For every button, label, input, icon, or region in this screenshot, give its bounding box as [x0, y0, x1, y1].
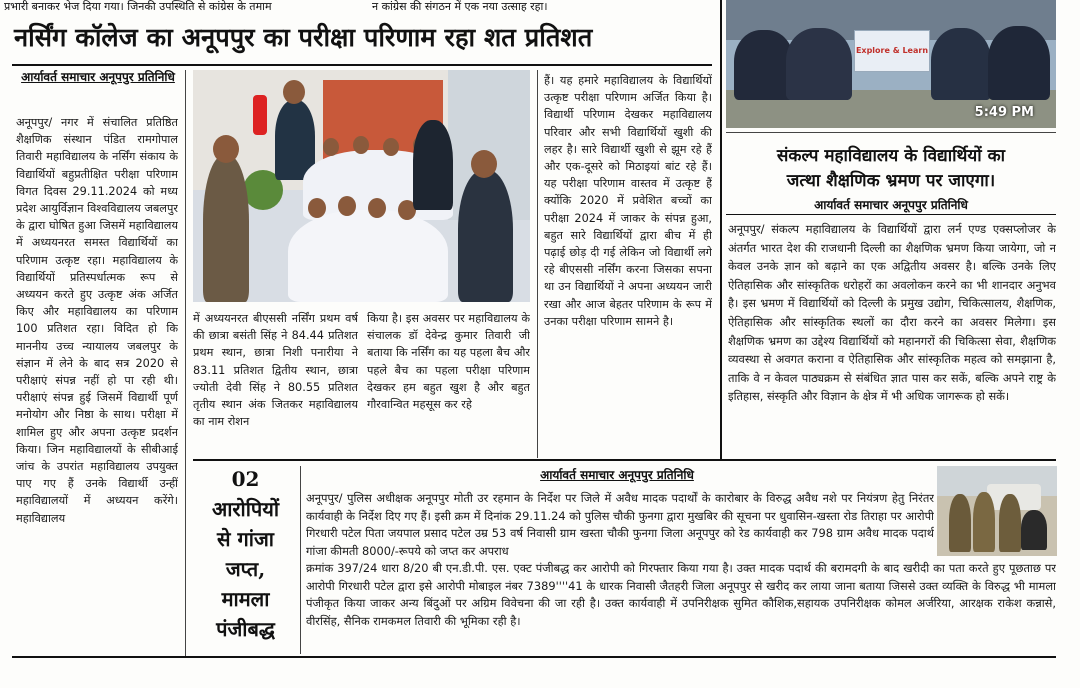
headline-rule — [12, 64, 712, 66]
photo-rule — [726, 132, 1056, 133]
bottom-headline-line: आरोपियों — [211, 497, 280, 521]
column-divider — [537, 70, 538, 458]
main-article-col3: किया है। इस अवसर पर महाविद्यालय के संचालक डॉ देवेन्द्र कुमार तिवारी जी बताया कि नर्सिंग का यह पहला बैच और पहले बैच का पहला परीक्षा परिणाम देखकर हम बहुत खुश है और बहुत गौरवान्वित महसूस कर रहे — [367, 312, 530, 412]
footer-rule — [12, 656, 1056, 658]
bottom-article-body-cont: क्रमांक 397/24 धारा 8/20 बी एन.डी.पी. एस. एक्ट पंजीबद्ध कर आरोपी को गिरफ्तार किया गया है। उक्त मादक पदार्थ की बरामदगी के बाद खरीदी का पता करते हुए पूछताछ पर आरोपी गिरधारी पटेल द्वारा इसे आरोपी मोबाइल नंबर 7389''''41 के धारक निवासी जैतहरी जिला अनूपपुर से खरीद कर लाया जाना बताया जिससे उक्त व्यक्ति के विरुद्ध भी मामला पंजीकृत किया जाकर अन्य बिंदुओं पर अग्रिम विवेचना की जा रही है। उक्त कार्यवाही में उपनिरीक्षक सुमित कौशिक,सहायक उपनिरीक्षक कोमल अर्जरिया, आरक्षक राकेश कन्नासे, वीरसिंह, सैनिक रामकमल तिवारी की भूमिका रही है। — [306, 561, 1056, 628]
bottom-headline-line: पंजीबद्ध — [216, 617, 275, 641]
bottom-headline-line: 02 — [231, 467, 260, 491]
bottom-section-rule — [193, 459, 1056, 461]
bottom-headline-line: जप्त, — [225, 557, 266, 581]
side-headline-line1: संकल्प महाविद्यालय के विद्यार्थियों का — [776, 146, 1006, 166]
bottom-byline: आर्यावर्त समाचार अनूपपुर प्रतिनिधि — [540, 468, 694, 482]
main-byline: आर्यावर्त समाचार अनूपपुर प्रतिनिधि — [21, 70, 175, 84]
column-divider — [185, 70, 186, 658]
main-article-col2: में अध्ययनरत बीएससी नर्सिंग प्रथम वर्ष की छात्रा बसंती सिंह ने 84.44 प्रतिशत प्रथम स्थान, छात्रा निशी पनारीया ने 83.11 प्रतिशत द्वितीय स्थान, छात्रा ज्योती देवी सिंह ने 80.55 प्रतिशत तृतीय स्थान अंक जितकर महाविद्यालय का नाम रोशन — [193, 312, 358, 429]
nursing-students-photo — [193, 70, 530, 302]
police-seizure-photo — [937, 466, 1057, 556]
bottom-headline-line: से गांजा — [217, 527, 274, 551]
side-byline: आर्यावर्त समाचार अनूपपुर प्रतिनिधि — [814, 198, 968, 212]
main-article-col4: हैं। यह हमारे महाविद्यालय के विद्यार्थियों उत्कृष्ट परीक्षा परिणाम अर्जित किया है। विद्यार्थी परिणाम देखकर महाविद्यालय परिवार और सभी विद्यार्थियों खुशी की लहर है। सारे विद्यार्थी खुशी से झूम रहे हैं और एक-दूसरे को मिठाइयां बांट रहे हैं। यह परीक्षा परिणाम वास्तव में उत्कृष्ट हैं क्योंकि 2020 में प्रवेशित बच्चों का परीक्षा 2024 में जाकर के संपन्न हुआ, बहुत सारे विद्यार्थियों द्वारा बीच में ही पढ़ाई छोड़ दी गई लेकिन जो विद्यार्थी लगे रहे बीएससी नर्सिंग करना जिसका सपना था उन विद्यार्थियों ने अपना अध्ययन जारी रखा और आज बेहतर परिणाम के रूप में उनका परीक्षा परिणाम सामने है। — [544, 74, 712, 328]
photo-timestamp: 5:49 PM — [974, 105, 1034, 120]
column-divider — [720, 0, 722, 460]
side-byline-rule — [726, 214, 1056, 215]
column-divider — [300, 466, 301, 654]
main-article-col1: अनूपपुर/ नगर में संचालित प्रतिष्ठित शैक्षणिक संस्थान पंडित रामगोपाल तिवारी महाविद्यालय के नर्सिंग संकाय के विद्यार्थियों बहुप्रतीक्षित परीक्षा परिणाम विगत दिवस 29.11.2024 को मध्य प्रदेश आयुर्विज्ञान विश्वविद्यालय जबलपुर के द्वारा घोषित हुआ जिसमें महाविद्यालय में अध्ययनरत समस्त विद्यार्थियों का परिणाम उत्कृष्ट रहा। महाविद्यालय के विद्यार्थियों प्रतिस्पर्धात्मक रूप से अध्ययन करते हुए उत्कृष्ट अंक अर्जित किए और महाविद्यालय का परिणाम 100 प्रतिशत रहा। विदित हो कि माननीय उच्च न्यायालय जबलपुर के संज्ञान में लेने के बाद सत्र 2020 से परीक्षाएं संपन्न नहीं हो पा रही थी। परीक्षाएं संपन्न हुई जिसमें विद्यार्थी पूर्ण मनोयोग और निष्ठा के साथ। परीक्षा में शामिल हुए और अपना उत्कृष्ट प्रदर्शन किया। जिन महाविद्यालयों के सीबीआई जांच के उपरांत महाविद्यालय उपयुक्त पाए गए हैं उनके विद्यार्थी उन्हीं महाविद्यालयों में अध्ययन करेंगे। महाविद्यालय — [16, 116, 178, 525]
sankalp-group-photo — [726, 0, 1056, 128]
top-strip-left: प्रभारी बनाकर भेज दिया गया। जिनकी उपस्थिति से कांग्रेस के तमाम — [4, 0, 272, 13]
side-headline-line2: जत्था शैक्षणिक भ्रमण पर जाएगा। — [786, 171, 996, 191]
bottom-headline — [193, 464, 298, 654]
main-headline: नर्सिंग कॉलेज का अनूपपुर का परीक्षा परिणाम रहा शत प्रतिशत — [14, 23, 593, 53]
top-strip-middle: न कांग्रेस की संगठन में एक नया उत्साह रहा। — [372, 0, 548, 13]
bottom-headline-line: मामला — [221, 587, 270, 611]
banner: Explore & Learn — [854, 30, 930, 72]
side-article-body: अनूपपुर/ संकल्प महाविद्यालय के विद्यार्थियों द्वारा लर्न एण्ड एक्सप्लोजर के अंतर्गत भारत देश की राजधानी दिल्ली का शैक्षणिक भ्रमण किया जायेगा, जो न केवल उनके ज्ञान को बढ़ाने का एक अद्वितीय अवसर है। बल्कि उनके लिए ऐतिहासिक और सांस्कृतिक धरोहरों का अवलोकन करने का भी शानदार अनुभव है। इस भ्रमण में विद्यार्थियों को दिल्ली के प्रमुख उद्योग, चिकित्सालय, शैक्षणिक, ऐतिहासिक और सांस्कृतिक स्थलों का दौरा करने का अवसर मिलेगा। इस शैक्षणिक भ्रमण का उद्देश्य विद्यार्थियों को महानगरों की चिकित्सा सेवा, शैक्षणिक व्यवस्था से अवगत कराना व ऐतिहासिक और सांस्कृतिक महत्व को समझाना है, ताकि वे न केवल पाठ्यक्रम से संबंधित ज्ञात पास कर सकें, बल्कि अपने राष्ट्र के इतिहास, संस्कृति और विज्ञान के क्षेत्र में भी अधिक जागरूक हो सकें। — [728, 222, 1056, 404]
bottom-article-body: अनूपपुर/ पुलिस अधीक्षक अनूपपुर मोती उर रहमान के निर्देश पर जिले में अवैध मादक पदार्थों के कारोबार के विरुद्ध अवैध नशे पर नियंत्रण हेतु निरंतर कार्यवाही के निर्देश दिए गए हैं। इसी क्रम में दिनांक 29.11.24 को पुलिस चौकी फुनगा द्वारा मुखबिर की सूचना पर धुवासिन-खस्ता रोड तिराहा पर आरोपी गिरधारी पटेल पिता जयपाल प्रसाद पटेल उम्र 53 वर्ष निवासी ग्राम खस्ता चौकी फुनगा जिला अनूपपुर को रेड कार्यवाही कर 798 ग्राम अवैध मादक पदार्थ गांजा कीमती 8000/-रूपये को जप्त कर अपराध — [306, 491, 934, 558]
